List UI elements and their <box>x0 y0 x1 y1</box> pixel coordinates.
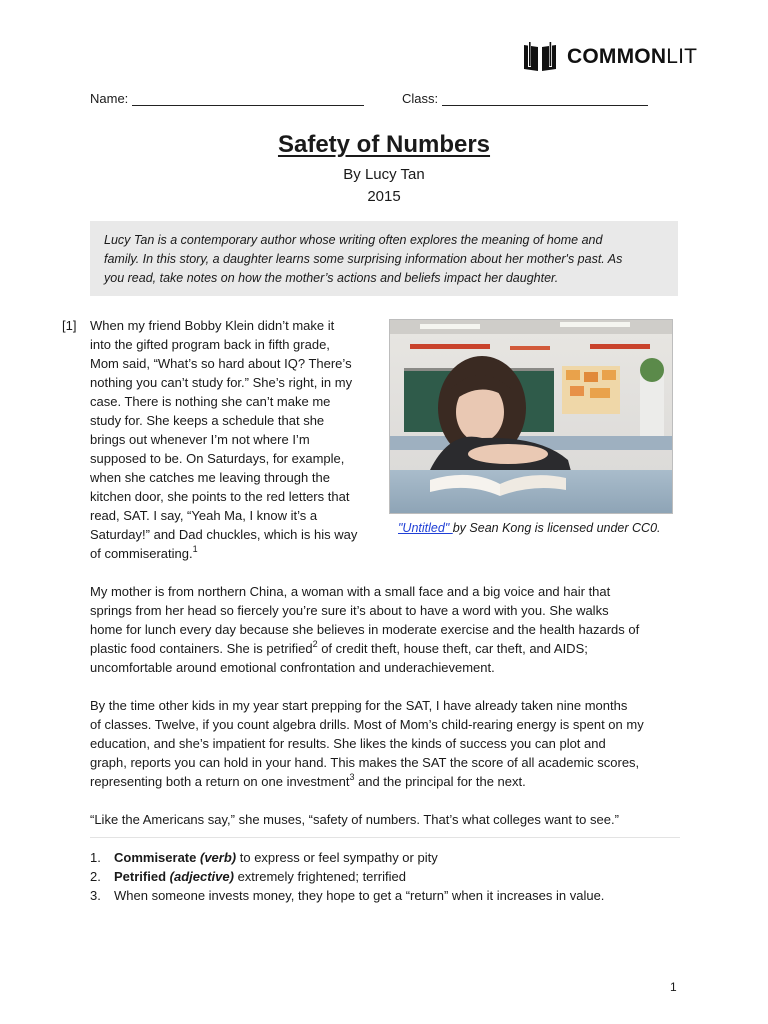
author-byline: By Lucy Tan <box>343 166 425 183</box>
text-line: By the time other kids in my year start prepping for the SAT, I have already taken nine months <box>90 698 628 713</box>
text-line: springs from her head so fiercely you’re sure it’s about to have a word with you. She walks <box>90 603 609 618</box>
paragraph-number: [1] <box>62 318 77 333</box>
text-line: into the gifted program back in fifth grade, <box>90 337 330 352</box>
text-line: graph, reports you can hold in your hand. This makes the SAT the score of all academic scores, <box>90 755 640 770</box>
text-line: nothing you can’t study for.” She’s right, in my <box>90 375 353 390</box>
story-photo <box>389 319 673 514</box>
text-line: When my friend Bobby Klein didn’t make it <box>90 318 335 333</box>
text-line: My mother is from northern China, a woman with a small face and a big voice and hair that <box>90 584 611 599</box>
intro-line: Lucy Tan is a contemporary author whose writing often explores the meaning of home and <box>104 233 603 247</box>
footnote-item: 1. Commiserate (verb) to express or feel sympathy or pity <box>90 850 438 865</box>
class-blank-line[interactable] <box>442 92 648 106</box>
paragraph-3 <box>90 696 680 791</box>
text-line: case. There is nothing she can’t make me <box>90 394 331 409</box>
paragraph-2 <box>90 582 680 677</box>
text-line: home for lunch every day because she believes in moderate exercise and the health hazards of <box>90 622 640 637</box>
text-line: when she catches me leaving through the <box>90 470 330 485</box>
footnote-divider <box>90 837 680 838</box>
text-line: read, SAT. I say, “Yeah Ma, I know it’s a <box>90 508 318 523</box>
footnote-ref[interactable]: 3 <box>349 772 355 782</box>
text-line: kitchen door, she points to the red letters that <box>90 489 350 504</box>
name-field[interactable] <box>90 91 364 106</box>
page-title: Safety of Numbers <box>277 131 491 158</box>
text-line: uncomfortable around emotional confrontation and underachievement. <box>90 660 495 675</box>
footnote-ref[interactable]: 2 <box>312 639 318 649</box>
name-label: Name: <box>90 91 129 106</box>
image-credit-link[interactable]: "Untitled" <box>398 521 453 535</box>
paragraph-4 <box>90 810 680 829</box>
publication-year: 2015 <box>367 188 401 205</box>
commonlit-logo <box>522 40 697 74</box>
text-line: plastic food containers. She is petrified$^2$ of credit theft, house theft, car theft, and AIDS; <box>90 639 588 656</box>
text-line: representing both a return on one investment$^3$ and the principal for the next. <box>90 772 526 789</box>
footnotes-list <box>90 848 680 905</box>
footnote-item: 2. Petrified (adjective) extremely frightened; terrified <box>90 869 406 884</box>
text-line: supposed to be. On Saturdays, for example, <box>90 451 345 466</box>
text-line: Mom said, “What’s so hard about IQ? There’s <box>90 356 352 371</box>
name-blank-line[interactable] <box>132 92 364 106</box>
footnote-ref[interactable]: 1 <box>192 544 198 554</box>
text-line: brings out whenever I’m not where I’m <box>90 432 310 447</box>
class-label: Class: <box>402 91 439 106</box>
paragraph-1 <box>90 316 376 563</box>
intro-line: you read, take notes on how the mother’s actions and beliefs impact her daughter. <box>104 271 559 285</box>
class-field[interactable] <box>402 91 648 106</box>
text-line: education, and she’s impatient for results. She likes the kinds of success you can plot and <box>90 736 606 751</box>
text-line: study for. She keeps a schedule that she <box>90 413 325 428</box>
introduction-box <box>90 221 678 296</box>
intro-line: family. In this story, a daughter learns some surprising information about her mother's past. As <box>104 252 623 266</box>
photo-caption: "Untitled" by Sean Kong is licensed under CC0. <box>398 521 661 535</box>
text-line: of commiserating.$^1$ <box>90 544 198 561</box>
footnote-item: 3. When someone invests money, they hope to get a “return” when it increases in value. <box>90 888 605 903</box>
open-book-icon <box>522 42 558 72</box>
logo-wordmark: COMMONLIT <box>567 45 698 68</box>
page-number: 1 <box>670 980 677 994</box>
text-line: “Like the Americans say,” she muses, “safety of numbers. That’s what colleges want to see.” <box>90 812 619 827</box>
text-line: of classes. Twelve, if you count algebra drills. Most of Mom’s child-rearing energy is spent on my <box>90 717 644 732</box>
text-line: Saturday!” and Dad chuckles, which is his way <box>90 527 358 542</box>
